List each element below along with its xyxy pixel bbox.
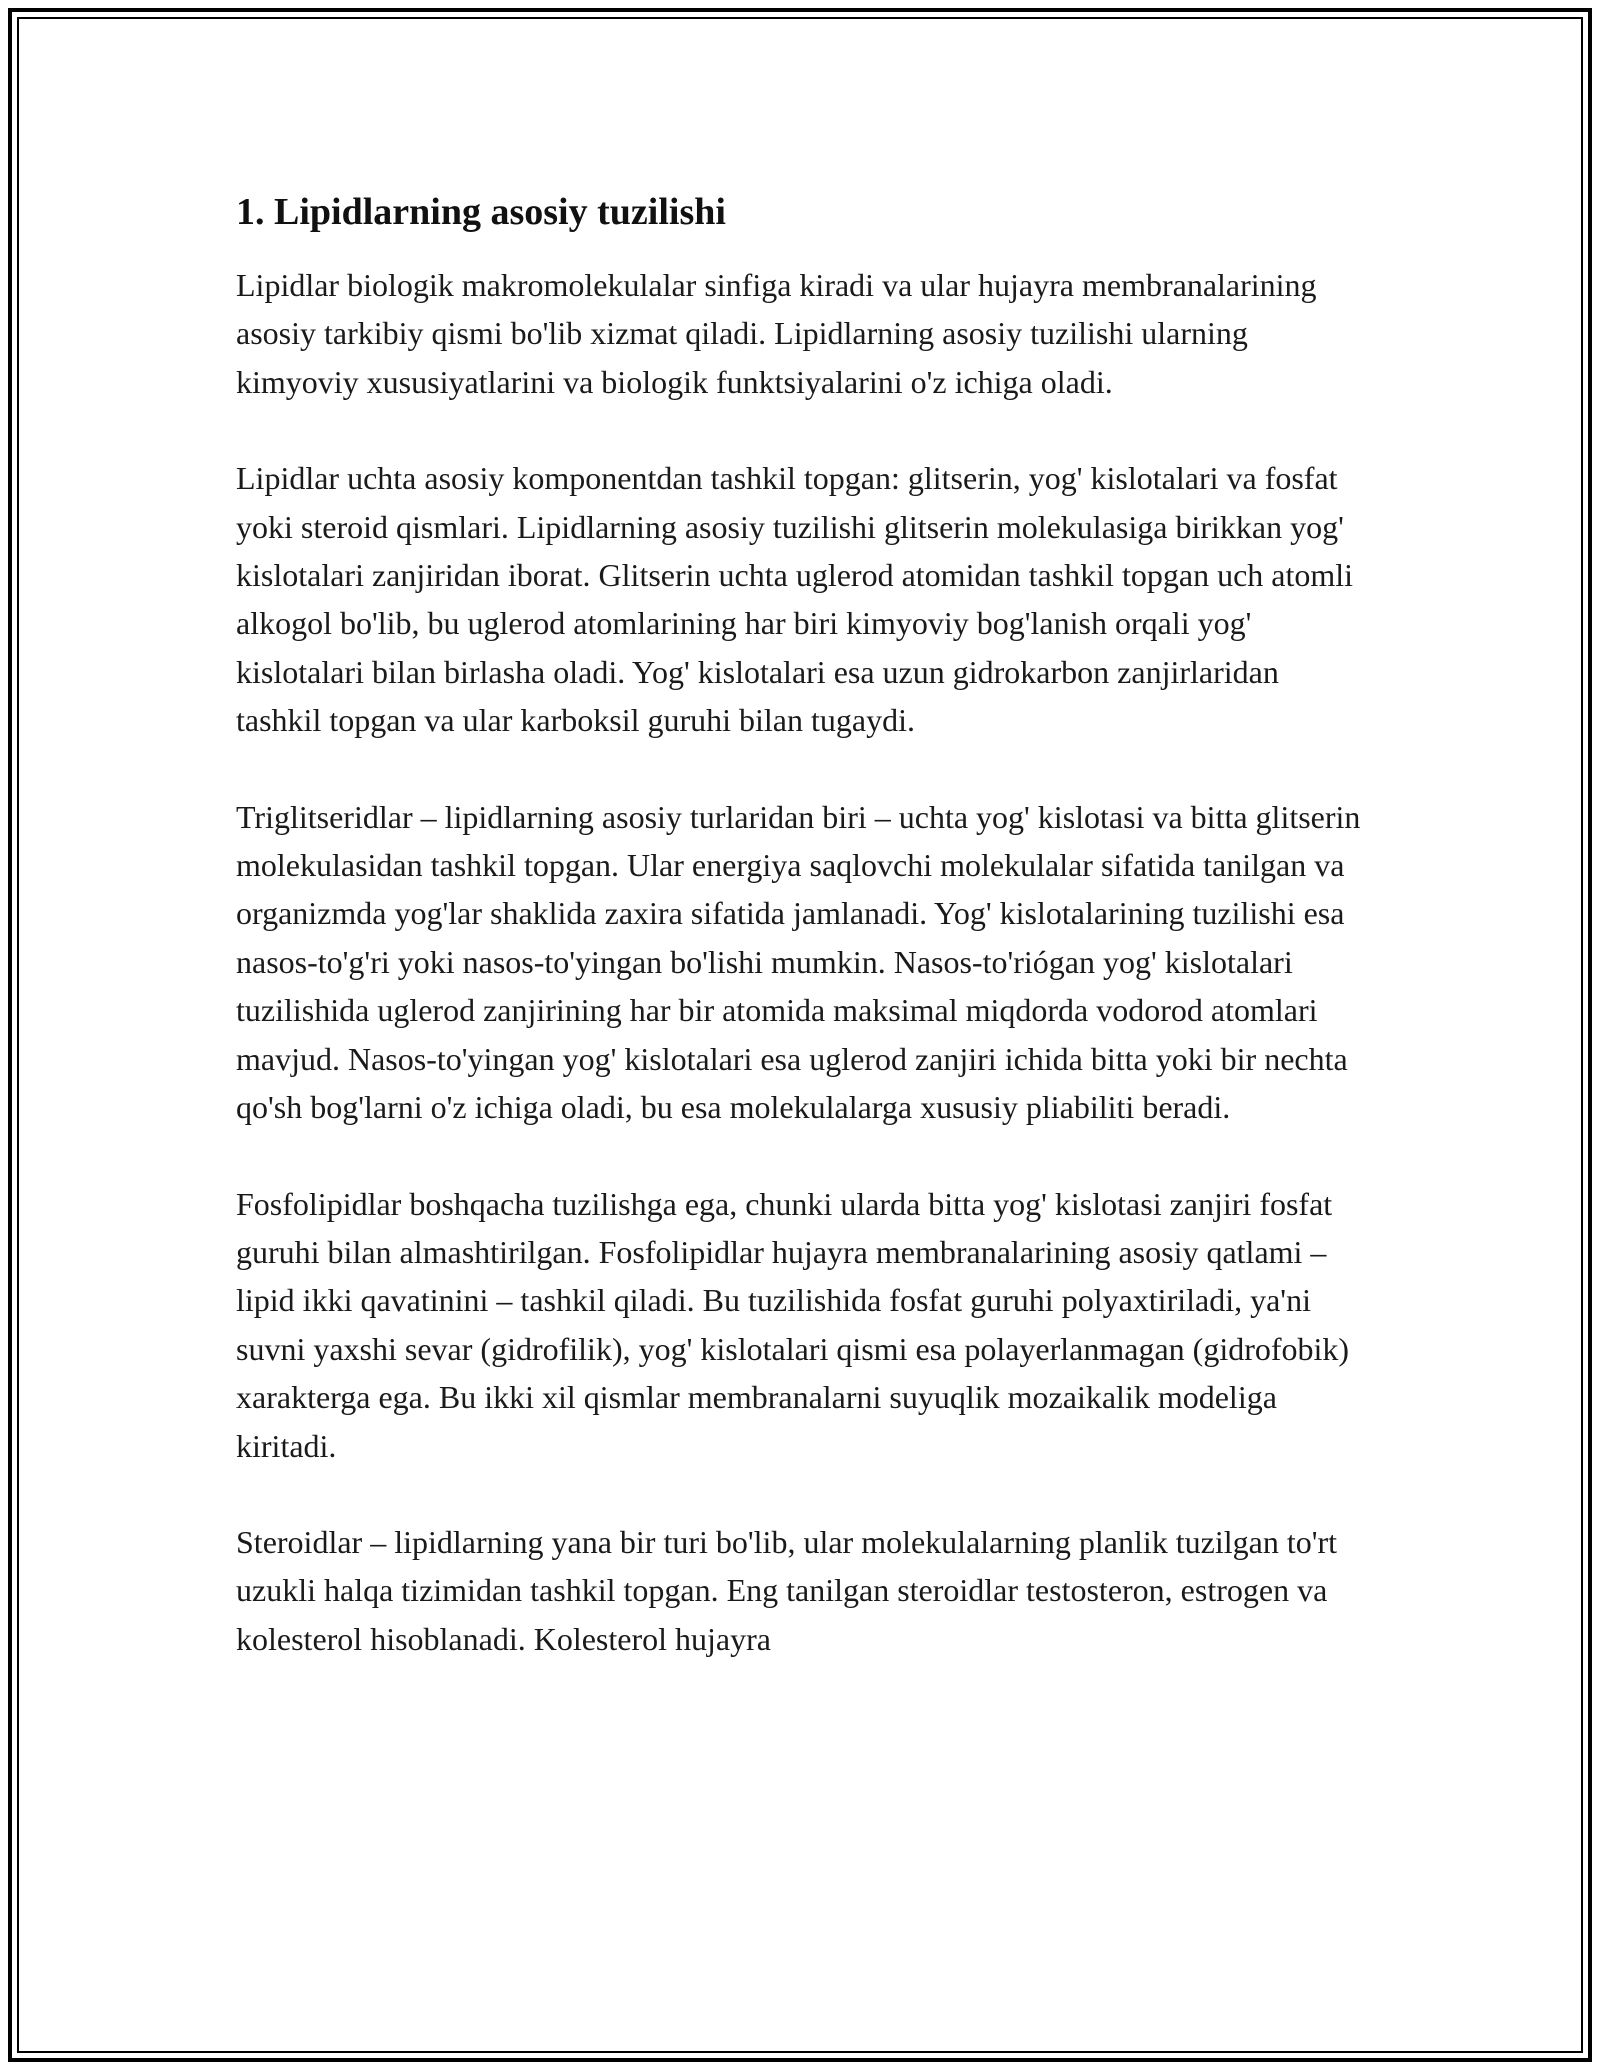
paragraph-phospholipids: Fosfolipidlar boshqacha tuzilishga ega, chunki ularda bitta yog' kislotasi zanjiri fosfat guruhi bilan almashtirilgan. Fosfolipidlar hujayra membranalarining asosiy qatlami – lipid ikki qavatinini – tashkil qiladi. Bu tuzilishida fosfat guruhi polyaxtiriladi, ya'ni suvni yaxshi sevar (gidrofilik), yog' kislotalari qismi esa polayerlanmagan (gidrofobik) xarakterga ega. Bu ikki xil qismlar membranalarni suyuqlik mozaikalik modeliga kiritadi. [236, 1185, 1350, 1464]
paragraph-triglycerides: Triglitseridlar – lipidlarning asosiy turlaridan biri – uchta yog' kislotasi va bitta glitserin molekulasidan tashkil topgan. Ular energiya saqlovchi molekulalar sifatida tanilgan va organizmda yog'lar shaklida zaxira sifatida jamlanadi. Yog' kislotalarining tuzilishi esa nasos-to'g'ri yoki nasos-to'yingan bo'lishi mumkin. Nasos-to'riógаn yog' kislotalari tuzilishida uglerod zanjirining har bir atomida maksimal miqdorda vodorod atomlari mavjud. Nasos-to'yingan yog' kislotalari esa uglerod zanjiri ichida bitta yoki bir nechta qo'sh bog'larni o'z ichiga oladi, bu esa molekulalarga xususiy pliabiliti beradi. [236, 798, 1361, 1126]
document-body [236, 186, 1366, 1663]
paragraph-intro: Lipidlar biologik makromolekulalar sinfiga kiradi va ular hujayra membranalarining asosiy tarkibiy qismi bo'lib xizmat qiladi. Lipidlarning asosiy tuzilishi ularning kimyoviy xususiyatlarini va biologik funktsiyalarini o'z ichiga oladi. [236, 267, 1317, 400]
section-heading: 1. Lipidlarning asosiy tuzilishi [236, 191, 726, 233]
paragraph-components: Lipidlar uchta asosiy komponentdan tashkil topgan: glitserin, yog' kislotalari va fosfat yoki steroid qismlari. Lipidlarning asosiy tuzilishi glitserin molekulasiga birikkan yog' kislotalari zanjiridan iborat. Glitserin uchta uglerod atomidan tashkil topgan uch atomli alkogol bo'lib, bu uglerod atomlarining har biri kimyoviy bog'lanish orqali yog' kislotalari bilan birlasha oladi. Yog' kislotalari esa uzun gidrokarbon zanjirlaridan tashkil topgan va ular karboksil guruhi bilan tugaydi. [236, 460, 1354, 739]
paragraph-steroids: Steroidlar – lipidlarning yana bir turi bo'lib, ular molekulalarning planlik tuzilgan to'rt uzukli halqa tizimidan tashkil topgan. Eng tanilgan steroidlar testosteron, estrogen va kolesterol hisoblanadi. Kolesterol hujayra [236, 1523, 1338, 1657]
